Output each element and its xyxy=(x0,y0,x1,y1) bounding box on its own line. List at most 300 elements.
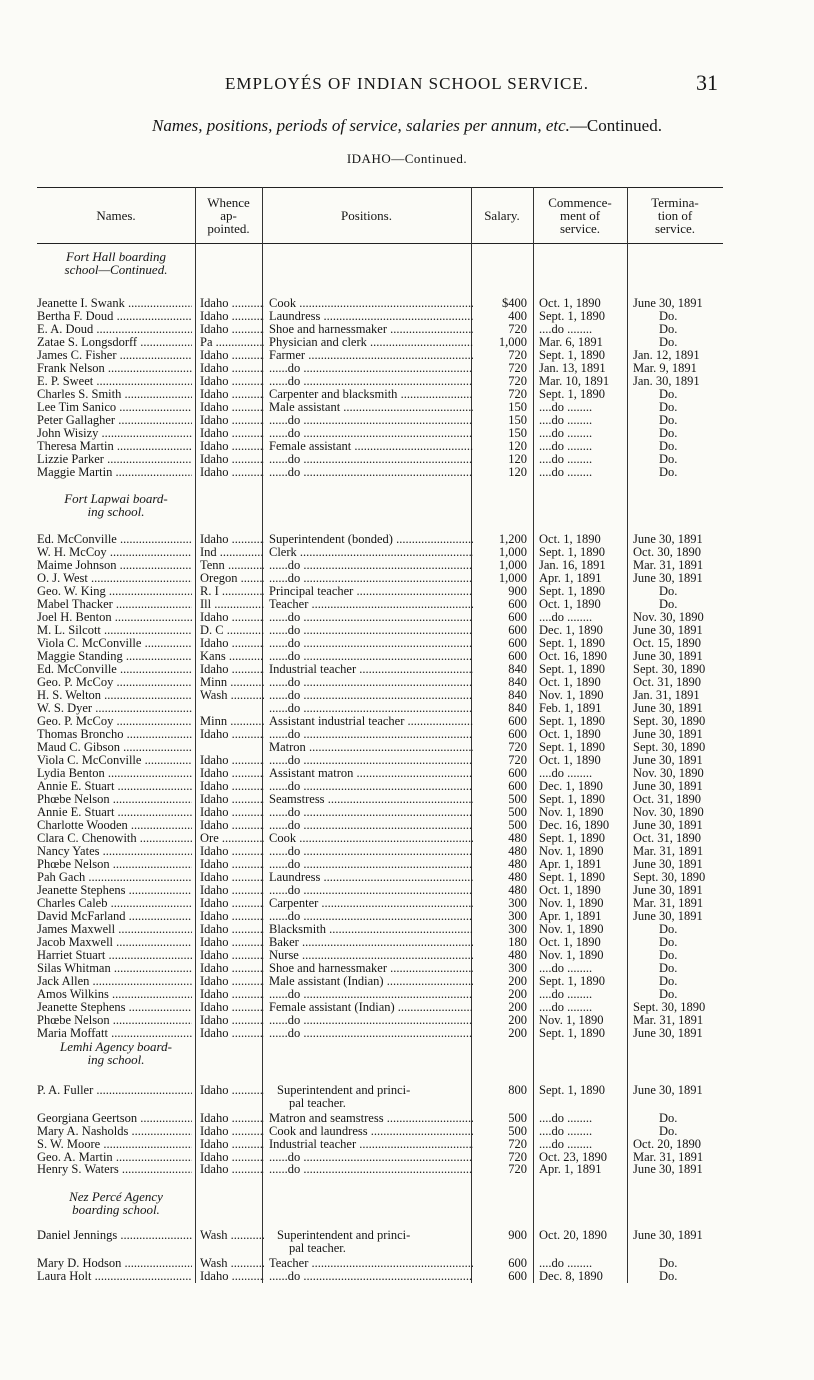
table-row xyxy=(37,871,723,884)
position: Assistant industrial teacher ..... xyxy=(269,715,473,728)
salary: 500 xyxy=(508,806,527,819)
ditto-text: do ..... xyxy=(288,453,473,466)
salary: 120 xyxy=(508,440,527,453)
termination-date: Sept. 30, 1890 xyxy=(633,1001,706,1014)
termination-date: Mar. 31, 1891 xyxy=(633,897,704,910)
whence-appointed: Idaho ..... xyxy=(200,780,264,793)
position xyxy=(269,572,473,585)
page-title: EMPLOYÉS OF INDIAN SCHOOL SERVICE. xyxy=(225,74,589,93)
ditto-leader: ...... xyxy=(269,427,288,440)
termination-date: Oct. 31, 1890 xyxy=(633,832,702,845)
ditto-leader: ...... xyxy=(269,702,288,715)
table-row xyxy=(37,975,723,988)
salary: 800 xyxy=(508,1084,527,1097)
salary: 300 xyxy=(508,897,527,910)
termination-date: Do. xyxy=(659,975,678,988)
whence-appointed: Idaho ..... xyxy=(200,1112,264,1125)
ditto-text: do ..... xyxy=(288,819,473,832)
table-row xyxy=(37,754,723,767)
table-row xyxy=(37,559,723,572)
employee-name: Maggie Standing ..... xyxy=(37,650,192,663)
salary: 720 xyxy=(508,323,527,336)
whence-appointed: Idaho ..... xyxy=(200,806,264,819)
ditto-leader: ...... xyxy=(269,728,288,741)
whence-appointed: Wash ..... xyxy=(200,1257,264,1270)
commencement-date: Sept. 1, 1890 xyxy=(539,871,605,884)
table-row xyxy=(37,1084,723,1110)
section-title-line: boarding school. xyxy=(72,1202,160,1217)
table-row xyxy=(37,414,723,427)
salary: 1,000 xyxy=(498,572,527,585)
termination-date: Oct. 20, 1890 xyxy=(633,1137,702,1151)
employee-name: W. H. McCoy ..... xyxy=(37,546,192,559)
state-heading: IDAHO—Continued. xyxy=(346,151,468,166)
whence-appointed: R. I ..... xyxy=(200,585,264,598)
ditto-leader: ...... xyxy=(269,559,288,572)
ditto-leader: ...... xyxy=(269,1270,288,1283)
salary: 120 xyxy=(508,453,527,466)
whence-appointed: Wash ..... xyxy=(200,1229,264,1242)
ditto-text: do ..... xyxy=(288,1014,473,1027)
position: Teacher ..... xyxy=(269,1257,473,1270)
table-row xyxy=(37,858,723,871)
position: Matron and seamstress ..... xyxy=(269,1112,473,1125)
commencement-ditto: ....do ........ xyxy=(539,466,593,479)
termination-date: Mar. 31, 1891 xyxy=(633,1150,704,1164)
whence-appointed: Idaho ..... xyxy=(200,1270,264,1283)
table-row xyxy=(37,572,723,585)
table-row xyxy=(37,715,723,728)
whence-appointed: Idaho ..... xyxy=(200,375,264,388)
termination-date: Nov. 30, 1890 xyxy=(633,767,704,780)
table-row xyxy=(37,793,723,806)
whence-appointed: Idaho ..... xyxy=(200,1027,264,1040)
position xyxy=(269,650,473,663)
employee-name: Laura Holt ..... xyxy=(37,1270,192,1283)
employee-name: S. W. Moore ..... xyxy=(37,1138,192,1151)
position xyxy=(269,910,473,923)
commencement-date: Dec. 1, 1890 xyxy=(539,624,603,637)
termination-date: Do. xyxy=(659,1257,678,1270)
position: Carpenter ..... xyxy=(269,897,473,910)
whence-appointed: Idaho ..... xyxy=(200,936,264,949)
ditto-text: do ..... xyxy=(288,1270,473,1283)
salary: 1,000 xyxy=(498,559,527,572)
ditto-text: do ..... xyxy=(288,884,473,897)
ditto-leader: ...... xyxy=(269,689,288,702)
whence-appointed: Idaho ..... xyxy=(200,440,264,453)
commencement-date: Dec. 1, 1890 xyxy=(539,780,603,793)
termination-date: Do. xyxy=(659,1124,678,1138)
commencement-ditto: ....do ........ xyxy=(539,988,593,1001)
table-row xyxy=(37,884,723,897)
ditto-leader: ...... xyxy=(269,1027,288,1040)
position xyxy=(269,988,473,1001)
ditto-text: do ..... xyxy=(288,988,473,1001)
section-title-line: ing school. xyxy=(87,504,145,519)
ditto-leader: ...... xyxy=(269,806,288,819)
table-row xyxy=(37,533,723,546)
table-row xyxy=(37,585,723,598)
employee-name: Jeanette I. Swank ..... xyxy=(37,297,192,310)
salary: 150 xyxy=(508,427,527,440)
whence-appointed: Idaho ..... xyxy=(200,988,264,1001)
employee-name: Geo. A. Martin ..... xyxy=(37,1151,192,1164)
position xyxy=(269,884,473,897)
termination-date: June 30, 1891 xyxy=(633,572,703,585)
termination-date: June 30, 1891 xyxy=(633,910,703,923)
table-row xyxy=(37,689,723,702)
salary: 720 xyxy=(508,1150,527,1164)
salary: 300 xyxy=(508,962,527,975)
termination-date: June 30, 1891 xyxy=(633,754,703,767)
section-title xyxy=(37,492,195,518)
commencement-ditto: ....do ........ xyxy=(539,427,593,440)
employee-name: James Maxwell ..... xyxy=(37,923,192,936)
ditto-leader: ...... xyxy=(269,572,288,585)
table-row xyxy=(37,650,723,663)
position xyxy=(269,559,473,572)
table-row xyxy=(37,388,723,401)
col-header-commencement xyxy=(533,187,627,243)
employee-name: Viola C. McConville ..... xyxy=(37,754,192,767)
position xyxy=(269,780,473,793)
subtitle-suffix: —Continued. xyxy=(569,116,662,135)
employee-name: Maime Johnson ..... xyxy=(37,559,192,572)
employee-name: Phœbe Nelson ..... xyxy=(37,858,192,871)
position xyxy=(269,858,473,871)
table-row xyxy=(37,1163,723,1176)
table-row xyxy=(37,676,723,689)
ditto-leader: ...... xyxy=(269,780,288,793)
position: Female assistant (Indian) ..... xyxy=(269,1001,473,1014)
salary: 840 xyxy=(508,676,527,689)
salary: 500 xyxy=(508,793,527,806)
col-header-termination-line: Termina- xyxy=(651,194,699,210)
page-subtitle xyxy=(0,116,814,136)
employee-name: Harriet Stuart ..... xyxy=(37,949,192,962)
whence-appointed: Kans ..... xyxy=(200,650,264,663)
table-row xyxy=(37,1001,723,1014)
ditto-leader: ...... xyxy=(269,754,288,767)
ditto-text: do ..... xyxy=(288,806,473,819)
employee-name: Bertha F. Doud ..... xyxy=(37,310,192,323)
ditto-leader: ...... xyxy=(269,988,288,1001)
commencement-date: Nov. 1, 1890 xyxy=(539,845,604,858)
whence-appointed: Idaho ..... xyxy=(200,884,264,897)
position xyxy=(269,1163,473,1176)
position-continued: pal teacher. xyxy=(289,1242,346,1255)
employee-name: Jack Allen ..... xyxy=(37,975,192,988)
position: Industrial teacher ..... xyxy=(269,1138,473,1151)
employee-name: Thomas Broncho ..... xyxy=(37,728,192,741)
ditto-leader: ...... xyxy=(269,414,288,427)
commencement-date: Sept. 1, 1890 xyxy=(539,975,605,988)
commencement-date: Nov. 1, 1890 xyxy=(539,949,604,962)
whence-appointed: Idaho ..... xyxy=(200,533,264,546)
whence-appointed: Idaho ..... xyxy=(200,323,264,336)
salary: 1,000 xyxy=(498,336,527,349)
position: Male assistant (Indian) ..... xyxy=(269,975,473,988)
col-header-termination xyxy=(627,187,723,243)
employee-name: Geo. P. McCoy ..... xyxy=(37,676,192,689)
employee-name: Geo. P. McCoy ..... xyxy=(37,715,192,728)
commencement-date: Sept. 1, 1890 xyxy=(539,741,605,754)
commencement-date: Nov. 1, 1890 xyxy=(539,806,604,819)
ditto-text: do ..... xyxy=(288,689,473,702)
employee-name: O. J. West ..... xyxy=(37,572,192,585)
commencement-ditto: ....do ........ xyxy=(539,962,593,975)
salary: 900 xyxy=(508,1229,527,1242)
whence-appointed: Idaho ..... xyxy=(200,1001,264,1014)
section-title-line: ing school. xyxy=(87,1052,145,1067)
whence-appointed: Idaho ..... xyxy=(200,637,264,650)
subtitle-italic: Names, positions, periods of service, salaries per annum, etc. xyxy=(152,116,570,135)
employee-name: E. P. Sweet ..... xyxy=(37,375,192,388)
whence-appointed: Idaho ..... xyxy=(200,767,264,780)
employee-name: Lee Tim Sanico ..... xyxy=(37,401,192,414)
position: Assistant matron ..... xyxy=(269,767,473,780)
ditto-leader: ...... xyxy=(269,910,288,923)
commencement-date: Sept. 1, 1890 xyxy=(539,1084,605,1097)
whence-appointed: Ill ..... xyxy=(200,598,264,611)
commencement-date: Dec. 16, 1890 xyxy=(539,819,610,832)
ditto-text: do ..... xyxy=(288,858,473,871)
position: Seamstress ..... xyxy=(269,793,473,806)
salary: 200 xyxy=(508,1027,527,1040)
position: Superintendent (bonded) ..... xyxy=(269,533,473,546)
termination-date: Oct. 31, 1890 xyxy=(633,676,702,689)
salary: 1,200 xyxy=(498,533,527,546)
whence-appointed: Idaho ..... xyxy=(200,858,264,871)
salary: $400 xyxy=(502,297,527,310)
commencement-date: Nov. 1, 1890 xyxy=(539,923,604,936)
whence-appointed: Ore ..... xyxy=(200,832,264,845)
salary: 200 xyxy=(508,988,527,1001)
ditto-text: do ..... xyxy=(288,754,473,767)
commencement-date: Oct. 1, 1890 xyxy=(539,754,601,767)
col-header-whence-line: Whence xyxy=(207,194,250,210)
salary: 480 xyxy=(508,858,527,871)
termination-date: Do. xyxy=(659,453,678,466)
salary: 720 xyxy=(508,1163,527,1177)
employee-name: Charlotte Wooden ..... xyxy=(37,819,192,832)
ditto-leader: ...... xyxy=(269,362,288,375)
termination-date: June 30, 1891 xyxy=(633,1163,703,1177)
position xyxy=(269,754,473,767)
commencement-ditto: ....do ........ xyxy=(539,1001,593,1014)
commencement-date: Apr. 1, 1891 xyxy=(539,910,602,923)
commencement-date: Sept. 1, 1890 xyxy=(539,715,605,728)
salary: 720 xyxy=(508,741,527,754)
commencement-ditto: ....do ........ xyxy=(539,323,593,336)
commencement-ditto: ....do ........ xyxy=(539,440,593,453)
col-header-positions: Positions. xyxy=(341,207,392,223)
ditto-text: do ..... xyxy=(288,414,473,427)
salary: 720 xyxy=(508,1137,527,1151)
termination-date: Mar. 9, 1891 xyxy=(633,362,697,375)
commencement-date: Oct. 1, 1890 xyxy=(539,936,601,949)
commencement-date: Nov. 1, 1890 xyxy=(539,1014,604,1027)
commencement-ditto: ....do ........ xyxy=(539,767,593,780)
termination-date: June 30, 1891 xyxy=(633,858,703,871)
position: Farmer ..... xyxy=(269,349,473,362)
commencement-date: Sept. 1, 1890 xyxy=(539,349,605,362)
salary: 150 xyxy=(508,414,527,427)
ditto-text: do ..... xyxy=(288,362,473,375)
table-row xyxy=(37,323,723,336)
termination-date: Do. xyxy=(659,988,678,1001)
salary: 840 xyxy=(508,689,527,702)
salary: 840 xyxy=(508,663,527,676)
whence-appointed: Idaho ..... xyxy=(200,362,264,375)
employee-name: Charles S. Smith ..... xyxy=(37,388,192,401)
table-row xyxy=(37,988,723,1001)
position: Cook ..... xyxy=(269,297,473,310)
termination-date: June 30, 1891 xyxy=(633,1229,703,1242)
employee-name: Jeanette Stephens ..... xyxy=(37,1001,192,1014)
whence-appointed: Idaho ..... xyxy=(200,910,264,923)
salary: 600 xyxy=(508,715,527,728)
salary: 720 xyxy=(508,375,527,388)
termination-date: Sept. 30, 1890 xyxy=(633,871,706,884)
employee-name: Lizzie Parker ..... xyxy=(37,453,192,466)
employee-name: John Wisizy ..... xyxy=(37,427,192,440)
position xyxy=(269,453,473,466)
termination-date: June 30, 1891 xyxy=(633,702,703,715)
employee-name: P. A. Fuller ..... xyxy=(37,1084,192,1097)
employee-name: Daniel Jennings ..... xyxy=(37,1229,192,1242)
ditto-leader: ...... xyxy=(269,1163,288,1177)
termination-date: Nov. 30, 1890 xyxy=(633,611,704,624)
salary: 600 xyxy=(508,780,527,793)
employee-name: Phœbe Nelson ..... xyxy=(37,793,192,806)
col-header-termination-line: service. xyxy=(654,220,696,236)
commencement-date: Mar. 6, 1891 xyxy=(539,336,603,349)
section-title xyxy=(37,1040,195,1066)
table-row xyxy=(37,962,723,975)
salary: 600 xyxy=(508,1257,527,1270)
ditto-text: do ..... xyxy=(288,572,473,585)
termination-date: Do. xyxy=(659,936,678,949)
position: Male assistant ..... xyxy=(269,401,473,414)
position xyxy=(269,845,473,858)
table-row xyxy=(37,1151,723,1164)
commencement-date: Oct. 20, 1890 xyxy=(539,1229,608,1242)
salary: 600 xyxy=(508,650,527,663)
table-row xyxy=(37,427,723,440)
termination-date: June 30, 1891 xyxy=(633,728,703,741)
position xyxy=(269,624,473,637)
position: Clerk ..... xyxy=(269,546,473,559)
whence-appointed: Idaho ..... xyxy=(200,975,264,988)
ditto-text: do ..... xyxy=(288,559,473,572)
termination-date: Do. xyxy=(659,414,678,427)
commencement-date: Oct. 1, 1890 xyxy=(539,728,601,741)
termination-date: June 30, 1891 xyxy=(633,780,703,793)
ditto-text: do ..... xyxy=(288,676,473,689)
ditto-leader: ...... xyxy=(269,858,288,871)
position: Superintendent and princi- xyxy=(277,1084,411,1097)
whence-appointed: Ind ..... xyxy=(200,546,264,559)
commencement-date: Nov. 1, 1890 xyxy=(539,897,604,910)
whence-appointed: Idaho ..... xyxy=(200,1014,264,1027)
ditto-leader: ...... xyxy=(269,611,288,624)
salary: 200 xyxy=(508,1001,527,1014)
commencement-date: Nov. 1, 1890 xyxy=(539,689,604,702)
termination-date: Do. xyxy=(659,466,678,479)
termination-date: June 30, 1891 xyxy=(633,297,703,310)
ditto-leader: ...... xyxy=(269,845,288,858)
whence-appointed: Idaho ..... xyxy=(200,297,264,310)
whence-appointed: Oregon ..... xyxy=(200,572,264,585)
salary: 500 xyxy=(508,1111,527,1125)
termination-date: Do. xyxy=(659,336,678,349)
table-row xyxy=(37,1229,723,1255)
salary: 600 xyxy=(508,728,527,741)
position xyxy=(269,1270,473,1283)
commencement-date: Apr. 1, 1891 xyxy=(539,572,602,585)
employee-name: Jeanette Stephens ..... xyxy=(37,884,192,897)
table-row xyxy=(37,936,723,949)
salary: 150 xyxy=(508,401,527,414)
table-row xyxy=(37,440,723,453)
salary: 720 xyxy=(508,349,527,362)
position: Female assistant ..... xyxy=(269,440,473,453)
whence-appointed: Idaho ..... xyxy=(200,453,264,466)
table-row xyxy=(37,546,723,559)
position: Laundress ..... xyxy=(269,310,473,323)
table-row xyxy=(37,806,723,819)
employee-name: Charles Caleb ..... xyxy=(37,897,192,910)
commencement-date: Sept. 1, 1890 xyxy=(539,637,605,650)
section-title-line: Lemhi Agency board- xyxy=(60,1039,172,1054)
table-row xyxy=(37,466,723,479)
employee-name: Frank Nelson ..... xyxy=(37,362,192,375)
commencement-date: Feb. 1, 1891 xyxy=(539,702,602,715)
whence-appointed: Idaho ..... xyxy=(200,819,264,832)
section-title-line: Fort Lapwai board- xyxy=(64,491,168,506)
table-row xyxy=(37,401,723,414)
table-row xyxy=(37,297,723,310)
position xyxy=(269,375,473,388)
ditto-leader: ...... xyxy=(269,375,288,388)
table-row xyxy=(37,453,723,466)
termination-date: June 30, 1891 xyxy=(633,624,703,637)
employee-name: Geo. W. King ..... xyxy=(37,585,192,598)
commencement-ditto: ....do ........ xyxy=(539,1137,593,1151)
ditto-text: do ..... xyxy=(288,1163,473,1176)
whence-appointed: Idaho ..... xyxy=(200,611,264,624)
col-header-commencement-line: Commence- xyxy=(548,194,612,210)
ditto-leader: ...... xyxy=(269,884,288,897)
position: Cook ..... xyxy=(269,832,473,845)
ditto-leader: ...... xyxy=(269,1014,288,1027)
commencement-date: Mar. 10, 1891 xyxy=(539,375,610,388)
col-header-names: Names. xyxy=(96,207,136,223)
salary: 120 xyxy=(508,466,527,479)
commencement-date: Dec. 8, 1890 xyxy=(539,1270,603,1283)
whence-appointed: Idaho ..... xyxy=(200,466,264,479)
table-row xyxy=(37,1125,723,1138)
employee-name: Peter Gallagher ..... xyxy=(37,414,192,427)
salary: 720 xyxy=(508,362,527,375)
whence-appointed: Idaho ..... xyxy=(200,949,264,962)
position: Blacksmith ..... xyxy=(269,923,473,936)
whence-appointed: D. C ..... xyxy=(200,624,264,637)
termination-date: Mar. 31, 1891 xyxy=(633,1014,704,1027)
position: Nurse ..... xyxy=(269,949,473,962)
